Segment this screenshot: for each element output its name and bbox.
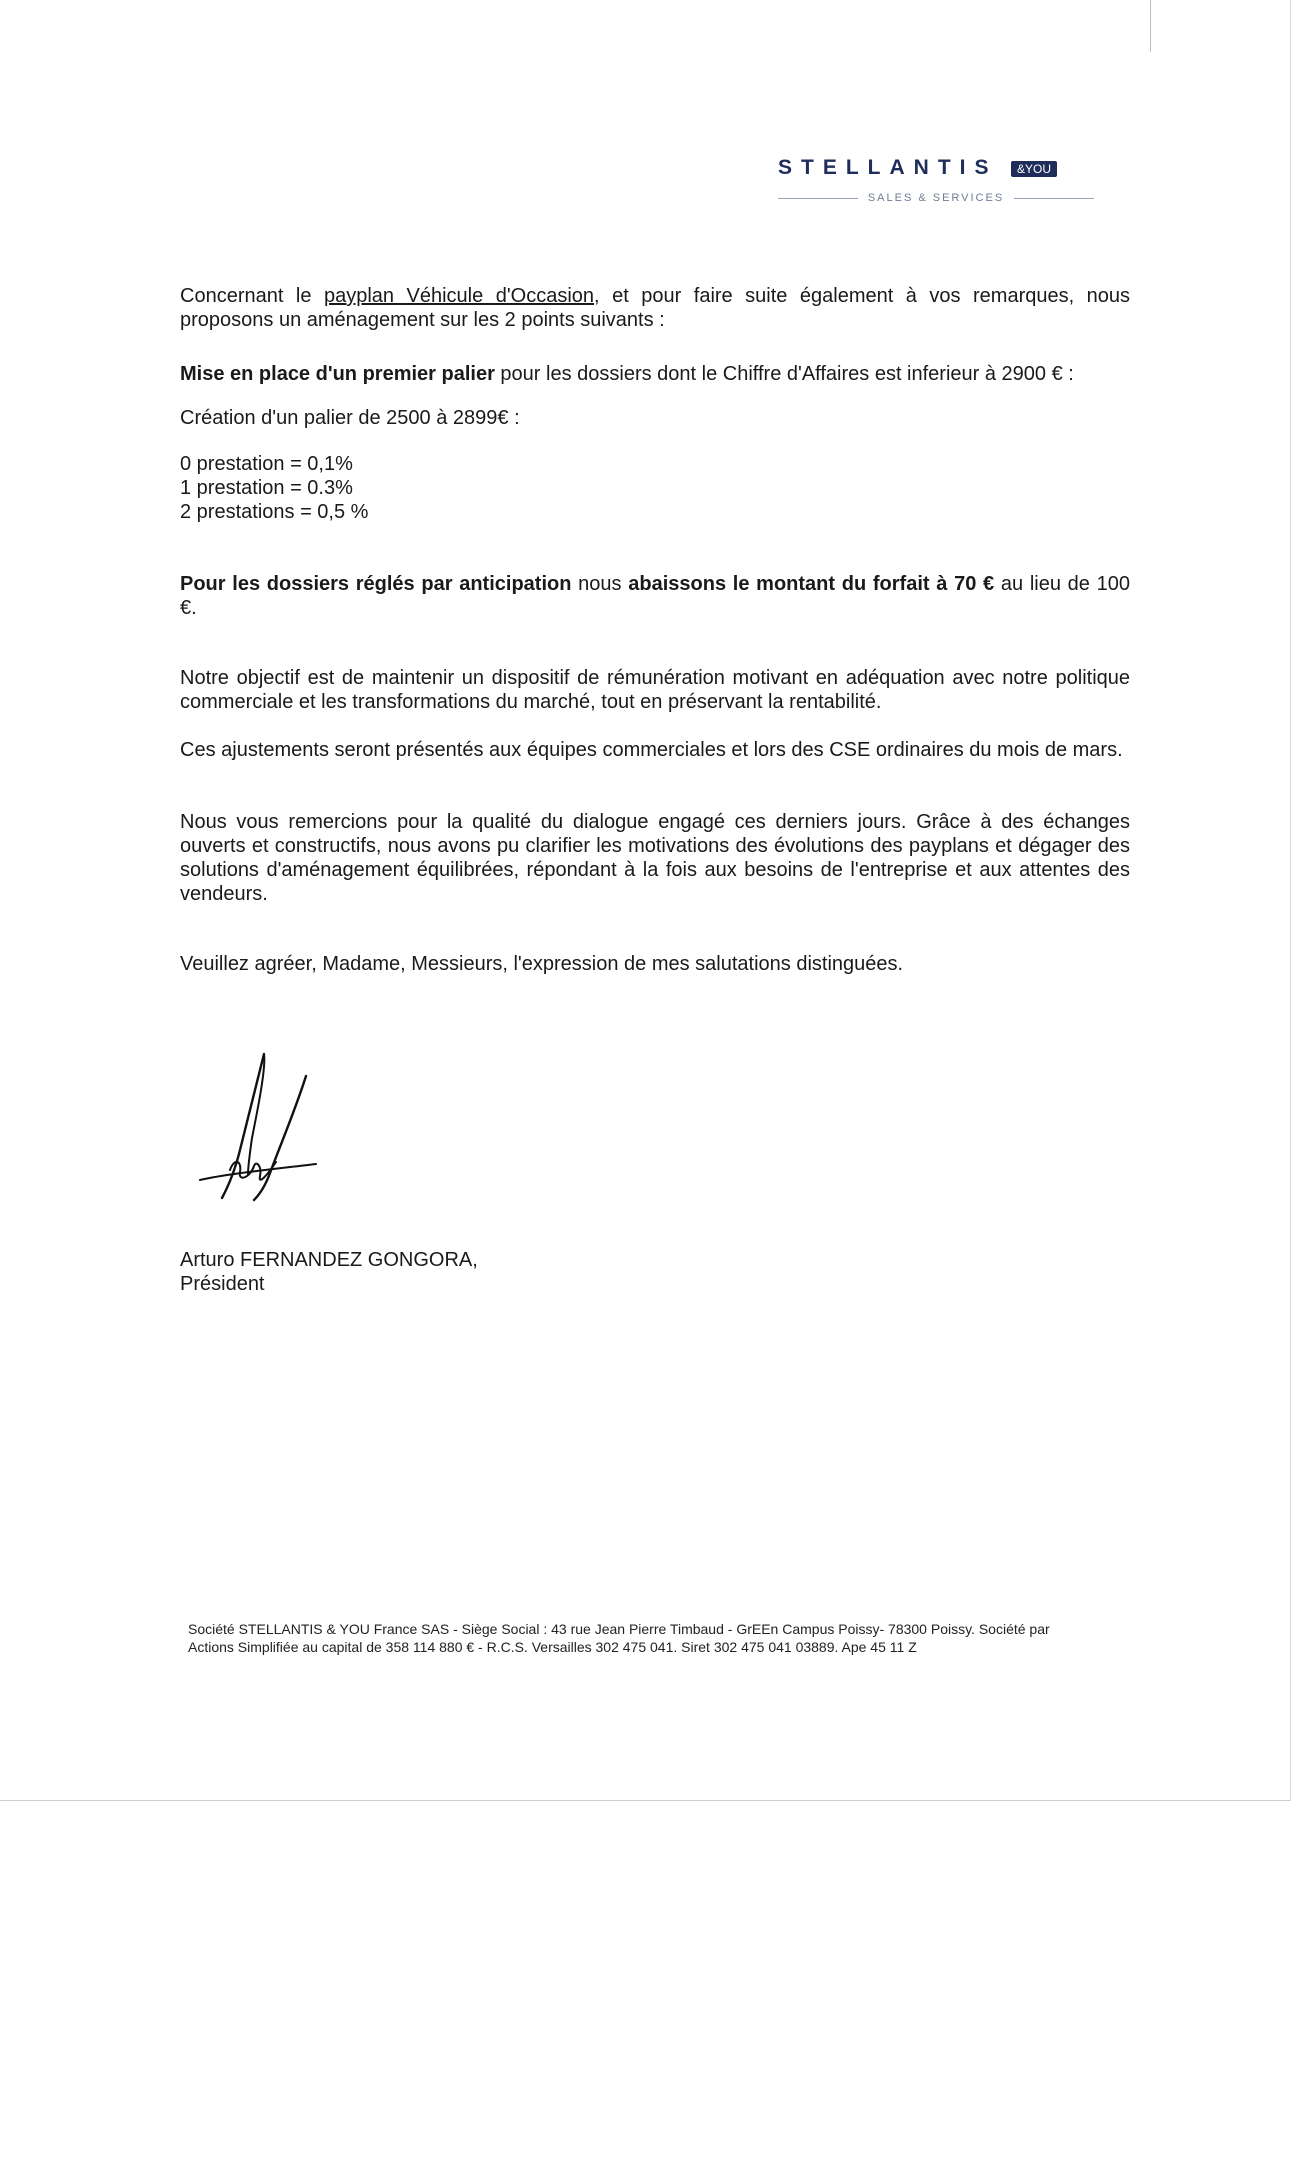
- signatory-name: Arturo FERNANDEZ GONGORA,: [180, 1249, 478, 1271]
- footer-line-1: Société STELLANTIS & YOU France SAS - Siège Social : 43 rue Jean Pierre Timbaud - GrEEn Campus Poissy- 78300 Poissy. Société par: [188, 1621, 1050, 1637]
- stellantis-logo: [778, 150, 1094, 210]
- objective-paragraph: Notre objectif est de maintenir un dispositif de rémunération motivant en adéquation avec notre politique commerciale et les transformations du marché, tout en préservant la rentabilité.: [180, 667, 1130, 713]
- closing-formula: Veuillez agréer, Madame, Messieurs, l'expression de mes salutations distinguées.: [180, 953, 904, 975]
- point2-bold-1: Pour les dossiers réglés par anticipation: [180, 573, 572, 595]
- signatory-block: [180, 1248, 1130, 1296]
- point2-mid: nous: [571, 573, 629, 595]
- adjustments-paragraph: Ces ajustements seront présentés aux équipes commerciales et lors des CSE ordinaires du mois de mars.: [180, 739, 1123, 761]
- point2-paragraph: [180, 572, 1130, 620]
- thanks-paragraph: Nous vous remercions pour la qualité du dialogue engagé ces derniers jours. Grâce à des échanges ouverts et constructifs, nous avons pu clarifier les motivations des évolutions des payplans et dégager des solutions d'aménagement équilibrées, répondant à la fois aux besoins de l'entreprise et aux attentes des vendeurs.: [180, 811, 1130, 905]
- payplan-link: payplan Véhicule d'Occasion: [323, 285, 595, 307]
- tier-heading: Création d'un palier de 2500 à 2899€ :: [180, 407, 520, 429]
- logo-badge: &YOU: [1011, 161, 1057, 177]
- divider: [778, 198, 858, 199]
- point2-rest: au lieu de 100 €.: [180, 573, 1130, 619]
- intro-post: , et pour faire suite également à vos remarques, nous proposons un aménagement sur les 2 points suivants :: [180, 285, 1131, 331]
- handwritten-signature: [196, 1048, 346, 1218]
- signature-drawing: [196, 1048, 346, 1218]
- scan-edge-line: [1150, 0, 1151, 52]
- logo-subtitle-row: [778, 192, 1094, 204]
- list-item: 1 prestation = 0.3%: [180, 477, 353, 499]
- point1-paragraph: [180, 362, 1130, 386]
- point1-rest: pour les dossiers dont le Chiffre d'Affaires est inferieur à 2900 € :: [494, 363, 1074, 385]
- intro-paragraph: [180, 284, 1130, 332]
- point1-bold: Mise en place d'un premier palier: [180, 363, 495, 385]
- divider: [1014, 198, 1094, 199]
- company-footer: [188, 1620, 1118, 1656]
- footer-line-2: Actions Simplifiée au capital de 358 114 880 € - R.C.S. Versailles 302 475 041. Siret 302 475 041 03889. Ape 45 11 Z: [188, 1639, 917, 1655]
- point2-bold-2: abaissons le montant du forfait à 70 €: [628, 573, 995, 595]
- logo-subtitle: SALES & SERVICES: [867, 192, 1005, 204]
- logo-wordmark: STELLANTIS: [778, 156, 998, 179]
- signatory-title: Président: [180, 1273, 265, 1295]
- intro-pre: Concernant le: [180, 285, 324, 307]
- tier-list: [180, 452, 1130, 524]
- list-item: 2 prestations = 0,5 %: [180, 501, 369, 523]
- list-item: 0 prestation = 0,1%: [180, 453, 353, 475]
